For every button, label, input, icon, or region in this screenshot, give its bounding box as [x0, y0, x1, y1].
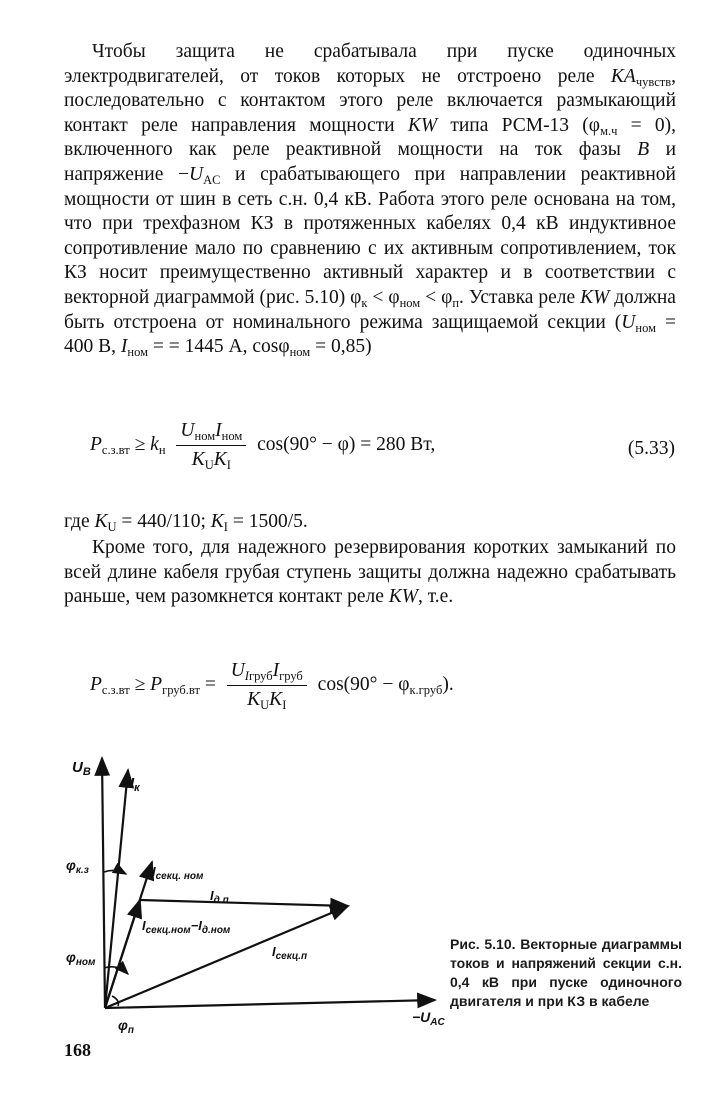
idp-vector [140, 900, 348, 906]
isekc-p-label: $I_{секц.п}$ [272, 944, 308, 962]
ub-axis [102, 758, 105, 1008]
equation-number: (5.33) [627, 438, 675, 459]
uac-label: $-U_{AC}$ [412, 1009, 445, 1028]
phi-nom-label: $\varphi_{ном}$ [66, 949, 96, 968]
phi-p-label: $\varphi_п$ [118, 1017, 134, 1036]
phi-kz-arc [104, 870, 126, 874]
phi-kz-label: $\varphi_{к.з}$ [66, 857, 89, 876]
vector-diagram [60, 750, 460, 1040]
paragraph-1: Чтобы защита не срабатывала при пуске одиночных электродвигателей, от токов которых не отстроено реле $KA_{чувств}$, последовательно с контактом этого реле включается размыкающий контакт реле направления мощности KW типа РСМ-13 $(\varphi_{м.ч} = 0)$, включенного как реле реактивной мощности на ток фазы B и напряжение $-U_{AC}$ и срабатывающего при направлении реактивной мощности от шин в сеть с.н. 0,4 кВ. Работа этого реле основана на том, что при трехфазном КЗ в протяженных кабелях 0,4 кВ индуктивное сопротивление мало по сравнению с их активным сопротивлением, ток КЗ носит преимущественно активный характер и в соответствии с векторной диаграммой (рис. 5.10) $\varphi_к < \varphi_{ном} < \varphi_п$. Уставка реле KW должна быть отстроена от номинального режима защищаемой секции ($U_{ном} = 400$ В, $I_{ном}$ = = 1445 А, cosφ$_{ном}$ = 0,85) [64, 41, 677, 360]
ub-label: $U_B$ [72, 759, 91, 778]
ik-label: $I_к$ [130, 775, 140, 794]
fraction: $\frac{U_{Iгруб}I_{груб}}{K_UK_I}$ [227, 660, 307, 711]
paragraph-2: где $K_U = 440/110$; $K_I = 1500/5$. [64, 511, 308, 534]
idp-label: $I_{д.п}$ [210, 888, 229, 906]
fraction: $\frac{U_{ном}I_{ном}}{K_UK_I}$ [176, 420, 246, 471]
paragraph-3: Кроме того, для надежного резервирования коротких замыканий по всей длине кабеля грубая ступень защиты должна надежно срабатывать раньше, чем разомкнется контакт реле KW, т.е. [64, 537, 676, 608]
page-number: 168 [64, 1040, 91, 1060]
formula-5-33: $P_{с.з.вт} \ge k_н$ $\frac{U_{ном}I_{ном}}{K_UK_I}$ cos(90° − φ) = 280 Вт, [90, 420, 436, 472]
isekc-nom-label: $I_{секц. ном}$ [152, 864, 204, 882]
diff-label: $I_{секц.ном}-I_{д.ном}$ [142, 918, 231, 936]
figure-caption: Рис. 5.10. Векторные диаграммы токов и напряжений секции с.н. 0,4 кВ при пуске одиночного двигателя и при КЗ в кабеле [450, 936, 682, 1009]
uac-axis [105, 1000, 435, 1008]
formula-2: $P_{с.з.вт} \ge P_{груб.вт}$ = $\frac{U_{Iгруб}I_{груб}}{K_UK_I}$ $\cos(90^\circ - \varphi_{к.груб})$. [90, 660, 454, 712]
